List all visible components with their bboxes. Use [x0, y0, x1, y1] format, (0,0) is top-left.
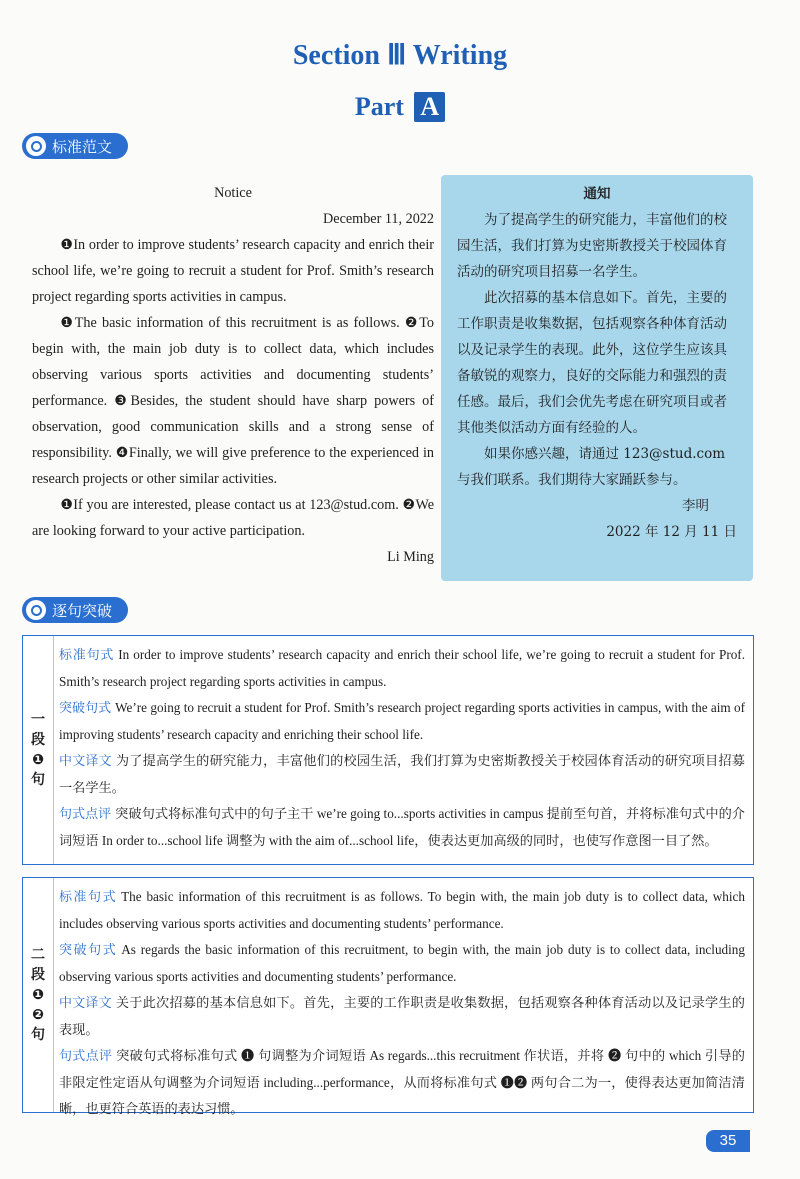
breakthrough-label: 突破句式	[59, 943, 118, 958]
breakdown-block-1	[22, 635, 754, 865]
standard-label: 标准句式	[59, 890, 118, 905]
page-number: 35	[706, 1130, 750, 1152]
translation-title: 通知	[583, 186, 611, 202]
essay-paragraph-3: ❶If you are interested, please contact us at 123@stud.com. ❷We are looking forward to your active participation.	[32, 497, 434, 539]
side-char: ❶	[32, 987, 44, 1003]
comment-text: 突破句式将标准句式中的句子主干 we’re going to...sports activities in campus 提前至句首，并将标准句式中的介词短语 In order to...school life 调整为 with the aim of...school life，使表达更加高级的同时，也使写作意图一目了然。	[59, 806, 745, 848]
part-letter: A	[414, 92, 445, 122]
translation-paragraph-1: 为了提高学生的研究能力，丰富他们的校园生活，我们打算为史密斯教授关于校园体育活动的研究项目招募一名学生。	[457, 212, 727, 280]
block-side-label	[23, 878, 54, 1112]
translation-paragraph-3: 如果你感兴趣，请通过 123@stud.com 与我们联系。我们期待大家踊跃参与。	[457, 446, 726, 488]
block-body	[59, 884, 745, 1122]
essay-title: Notice	[214, 185, 252, 201]
essay-paragraph-1: ❶In order to improve students’ research capacity and enrich their school life, we’re going to recruit a student for Prof. Smith’s research project regarding sports activities in campus.	[32, 237, 434, 305]
model-essay-label: 标准范文	[52, 137, 113, 156]
side-char: ❷	[32, 1007, 44, 1023]
breakthrough-text: We’re going to recruit a student for Prof. Smith’s research project regarding sports activities in campus, with the aim of improving students’ research capacity and enriching their school life.	[59, 700, 745, 742]
comment-text: 突破句式将标准句式 ❶ 句调整为介词短语 As regards...this recruitment 作状语，并将 ❷ 句中的 which 引导的非限定性定语从句调整为介词短语 including...performance，从而将标准句式 ❶❷ 两句合二为一，使得表达更加简洁清晰，也更符合英语的表达习惯。	[59, 1048, 745, 1116]
comment-sentence	[59, 1043, 745, 1122]
block-body	[59, 642, 745, 854]
sentence-breakdown-tag	[22, 597, 128, 623]
side-char: 一	[31, 712, 45, 728]
side-char: ❶	[32, 752, 44, 768]
chinese-sentence	[59, 748, 745, 801]
comment-sentence	[59, 801, 745, 854]
chinese-label: 中文译文	[59, 996, 112, 1011]
side-char: 段	[31, 732, 45, 748]
part-prefix: Part	[354, 92, 404, 121]
side-char: 段	[31, 967, 45, 983]
translation-signature: 李明	[682, 498, 709, 514]
part-title	[0, 92, 800, 122]
chinese-label: 中文译文	[59, 754, 112, 769]
essay-paragraph-2: ❶The basic information of this recruitment is as follows. ❷To begin with, the main job duty is to collect data, which includes observing various sports activities and documenting students’ performance. ❸Besides, the student should have sharp powers of observation, good communication skills and a strong sense of responsibility. ❹Finally, we will give preference to the experienced in research projects or other similar activities.	[32, 315, 434, 487]
standard-text: The basic information of this recruitment is as follows. To begin with, the main job duty is to collect data, which includes observing various sports activities and documenting students’ performance.	[59, 889, 745, 931]
search-icon	[26, 136, 46, 156]
breakthrough-sentence	[59, 937, 745, 990]
model-essay-tag	[22, 133, 128, 159]
block-side-label	[23, 636, 54, 864]
breakthrough-text: As regards the basic information of this recruitment, to begin with, the main job duty is to collect data, including observing various sports activities and documenting students’ performance.	[59, 942, 745, 984]
comment-label: 句式点评	[59, 807, 112, 822]
breakthrough-sentence	[59, 695, 745, 748]
breakdown-block-2	[22, 877, 754, 1116]
english-essay	[32, 180, 434, 570]
translation-paragraph-2: 此次招募的基本信息如下。首先，主要的工作职责是收集数据，包括观察各种体育活动以及记录学生的表现。此外，这位学生应该具备敏锐的观察力，良好的交际能力和强烈的责任感。最后，我们会优先考虑在研究项目或者其他类似活动方面有经验的人。	[457, 290, 727, 436]
standard-text: In order to improve students’ research capacity and enrich their school life, we’re going to recruit a student for Prof. Smith’s research project regarding sports activities in campus.	[59, 647, 745, 689]
essay-signature: Li Ming	[387, 549, 434, 565]
essay-date: December 11, 2022	[323, 211, 434, 227]
chinese-text: 关于此次招募的基本信息如下。首先，主要的工作职责是收集数据，包括观察各种体育活动以及记录学生的表现。	[59, 995, 745, 1037]
side-char: 句	[31, 1027, 45, 1043]
sentence-breakdown-label: 逐句突破	[52, 601, 113, 620]
translation-date: 2022 年 12 月 11 日	[606, 524, 737, 540]
chinese-translation-panel	[441, 175, 753, 581]
standard-sentence	[59, 642, 745, 695]
breakthrough-label: 突破句式	[59, 701, 112, 716]
chinese-text: 为了提高学生的研究能力，丰富他们的校园生活，我们打算为史密斯教授关于校园体育活动的研究项目招募一名学生。	[59, 753, 745, 795]
search-icon	[26, 600, 46, 620]
side-char: 句	[31, 772, 45, 788]
section-title: Section Ⅲ Writing	[292, 40, 508, 71]
standard-sentence	[59, 884, 745, 937]
chinese-sentence	[59, 990, 745, 1043]
side-char: 二	[31, 947, 45, 963]
standard-label: 标准句式	[59, 648, 115, 663]
comment-label: 句式点评	[59, 1049, 113, 1064]
